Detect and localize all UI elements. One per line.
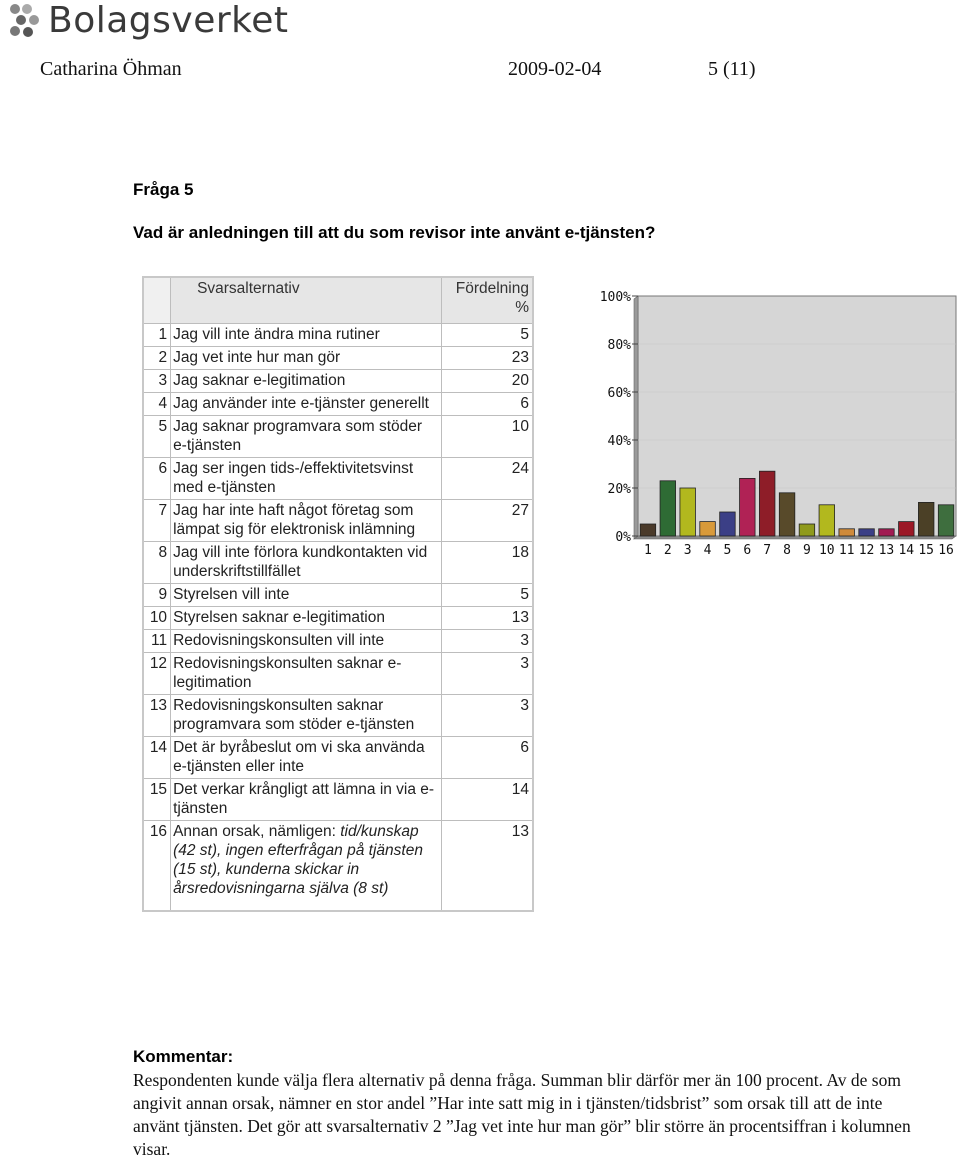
header-distribution: Fördelning % [442,278,532,324]
row-value: 6 [442,737,532,779]
table-row [144,370,532,393]
row-number: 1 [144,324,171,347]
y-tick-label: 80% [607,338,631,353]
y-tick-label: 0% [615,530,631,545]
comment-text: Respondenten kunde välja flera alternativ på denna fråga. Summan blir därför mer än 100 procent. Av de som angivit annan orsak, nämner en stor andel ”Har inte satt mig in i tjänsten/tidsbrist” som orsak till att de inte använt tjänsten. Det gör att svarsalternativ 2 ”Jag vet inte hur man gör” blir större än procentsiffran i kolumnen visar. [133,1070,911,1159]
row-value: 20 [442,370,532,393]
bar-16 [938,505,954,536]
row-value: 5 [442,584,532,607]
plot-left-wall [634,296,638,539]
bar-7 [759,471,775,536]
table-row [144,542,532,584]
bar-11 [839,529,855,536]
row-value: 6 [442,393,532,416]
bar-chart [595,282,960,560]
logo-dots-icon [8,2,44,46]
x-tick-label: 6 [743,543,752,558]
table-header-row [144,278,532,324]
x-tick-label: 14 [898,543,915,558]
row-label: Jag har inte haft något företag som lämpat sig för elektronisk inlämning [171,500,442,542]
row-number: 12 [144,653,171,695]
y-tick-label: 100% [599,290,631,305]
table-row [144,584,532,607]
row-number: 13 [144,695,171,737]
bar-2 [660,481,676,536]
row-label: Styrelsen vill inte [171,584,442,607]
table-row [144,653,532,695]
question-text: Vad är anledningen till att du som revisor inte använt e-tjänsten? [133,223,656,242]
row-number: 10 [144,607,171,630]
bar-5 [720,512,736,536]
header-number-cell [144,278,171,324]
row-value: 14 [442,779,532,821]
row-label-text: Annan orsak, nämligen: [173,823,341,840]
x-tick-label: 16 [938,543,954,558]
y-tick-label: 40% [607,434,631,449]
table-row [144,607,532,630]
row-label: Jag vet inte hur man gör [171,347,442,370]
row-number: 14 [144,737,171,779]
row-value: 3 [442,630,532,653]
row-label-italic: tid/kunskap (42 st), ingen efterfrågan på tjänsten (15 st), kunderna skickar in årsredovisningarna själva (8 st) [173,823,423,897]
x-tick-label: 5 [723,543,732,558]
row-value: 23 [442,347,532,370]
row-number: 2 [144,347,171,370]
row-value: 27 [442,500,532,542]
row-number: 11 [144,630,171,653]
bar-13 [879,529,895,536]
row-label: Det är byråbeslut om vi ska använda e-tjänsten eller inte [171,737,442,779]
row-number: 8 [144,542,171,584]
row-label: Jag saknar programvara som stöder e-tjänsten [171,416,442,458]
y-tick-label: 60% [607,386,631,401]
row-number: 9 [144,584,171,607]
table-row [144,500,532,542]
row-label [171,821,442,910]
bar-1 [640,524,656,536]
x-tick-label: 7 [763,543,772,558]
header-date: 2009-02-04 [508,58,602,80]
question-title: Fråga 5 [133,180,194,199]
table-row [144,458,532,500]
row-value: 10 [442,416,532,458]
header-option: Svarsalternativ [171,278,442,324]
row-value: 18 [442,542,532,584]
row-label: Jag använder inte e-tjänster generellt [171,393,442,416]
x-tick-label: 12 [858,543,875,558]
bar-14 [899,522,915,536]
table-body [144,324,532,910]
bar-8 [779,493,795,536]
row-number: 15 [144,779,171,821]
row-label: Jag saknar e-legitimation [171,370,442,393]
bar-15 [918,502,934,536]
y-tick-label: 20% [607,482,631,497]
table-row [144,393,532,416]
row-number: 4 [144,393,171,416]
row-label: Redovisningskonsulten vill inte [171,630,442,653]
x-tick-label: 9 [803,543,811,558]
x-tick-label: 1 [644,543,652,558]
plot-floor [634,536,956,539]
table-row [144,347,532,370]
table-row [144,416,532,458]
row-label: Jag ser ingen tids-/effektivitetsvinst med e-tjänsten [171,458,442,500]
row-number: 3 [144,370,171,393]
row-value: 5 [442,324,532,347]
bar-10 [819,505,835,536]
table-row [144,821,532,910]
row-label: Redovisningskonsulten saknar programvara som stöder e-tjänsten [171,695,442,737]
bar-4 [700,522,716,536]
row-value: 13 [442,607,532,630]
row-value: 13 [511,823,529,840]
table-row [144,324,532,347]
row-label: Styrelsen saknar e-legitimation [171,607,442,630]
header-author: Catharina Öhman [40,58,182,80]
row-number: 16 [144,821,171,910]
row-value: 3 [442,695,532,737]
row-label: Jag vill inte förlora kundkontakten vid underskriftstillfället [171,542,442,584]
bar-9 [799,524,815,536]
bar-12 [859,529,875,536]
answer-table [142,276,534,912]
row-number: 6 [144,458,171,500]
comment-title: Kommentar: [133,1047,234,1066]
x-tick-label: 2 [663,543,672,558]
bar-6 [740,478,756,536]
table-row [144,737,532,779]
table-row [144,695,532,737]
x-tick-label: 13 [878,543,895,558]
row-label: Redovisningskonsulten saknar e-legitimation [171,653,442,695]
row-value: 24 [442,458,532,500]
row-label: Det verkar krångligt att lämna in via e-tjänsten [171,779,442,821]
x-tick-label: 10 [818,543,835,558]
row-number: 5 [144,416,171,458]
x-tick-label: 4 [703,543,712,558]
x-tick-label: 11 [838,543,855,558]
x-tick-label: 8 [783,543,791,558]
bar-3 [680,488,696,536]
logo-text: Bolagsverket [48,0,289,41]
table-row [144,779,532,821]
x-tick-label: 3 [683,543,692,558]
header-page-number: 5 (11) [708,58,756,80]
x-tick-label: 15 [918,543,935,558]
row-label: Jag vill inte ändra mina rutiner [171,324,442,347]
table-row [144,630,532,653]
row-number: 7 [144,500,171,542]
row-value: 3 [442,653,532,695]
